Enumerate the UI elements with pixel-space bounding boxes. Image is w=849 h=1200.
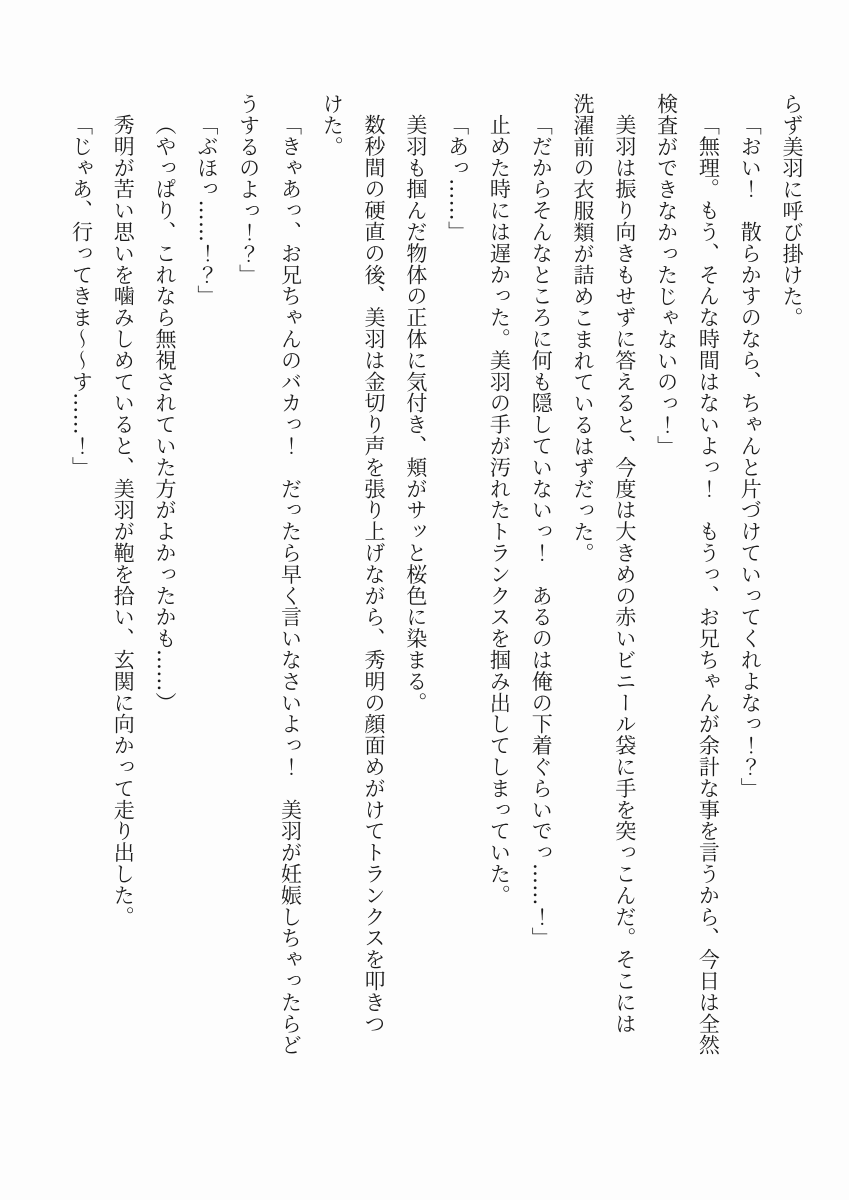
text-column-10: 美羽も掴んだ物体の正体に気付き、頬がサッと桜色に染まる。 <box>403 114 428 714</box>
text-column-16: （やっぱり、これなら無視されていた方がよかったかも……） <box>153 114 178 714</box>
text-column-9: 「あっ……」 <box>445 114 470 243</box>
text-column-3: 「無理。もう、そんな時間はないよっ！ もうっ、お兄ちゃんが余計な事を言うから、今日は全然 <box>696 114 721 1056</box>
text-column-7: 「だからそんなところに何も隠していないっ！ あるのは俺の下着ぐらいでっ……！」 <box>529 114 554 949</box>
text-column-11: 数秒間の硬直の後、美羽は金切り声を張り上げながら、秀明の顔面めがけてトランクスを叩きつ <box>362 114 387 1035</box>
text-column-4: 検査ができなかったじゃないのっ！」 <box>654 93 679 457</box>
text-column-17: 秀明が苦い思いを噛みしめていると、美羽が鞄を拾い、玄関に向かって走り出した。 <box>111 114 136 928</box>
text-column-6: 洗濯前の衣服類が詰めこまれているはずだった。 <box>571 93 596 564</box>
text-column-2: 「おい！ 散らかすのなら、ちゃんと片づけていってくれよなっ！？」 <box>738 114 763 799</box>
text-column-18: 「じゃあ、行ってきま〜〜す……！」 <box>69 114 94 478</box>
text-column-13: 「きゃあっ、お兄ちゃんのバカっ！ だったら早く言いなさいよっ！ 美羽が妊娠しちゃったらど <box>278 114 303 1056</box>
text-column-1: らず美羽に呼び掛けた。 <box>780 93 804 329</box>
text-column-14: うするのよっ！？」 <box>236 93 261 286</box>
text-column-8: 止めた時には遅かった。美羽の手が汚れたトランクスを掴み出してしまっていた。 <box>487 114 512 906</box>
text-column-15: 「ぶほっ……！？」 <box>194 114 219 307</box>
text-column-5: 美羽は振り向きもせずに答えると、今度は大きめの赤いビニール袋に手を突っこんだ。そこには <box>612 114 637 1035</box>
text-column-12: けた。 <box>320 93 345 158</box>
